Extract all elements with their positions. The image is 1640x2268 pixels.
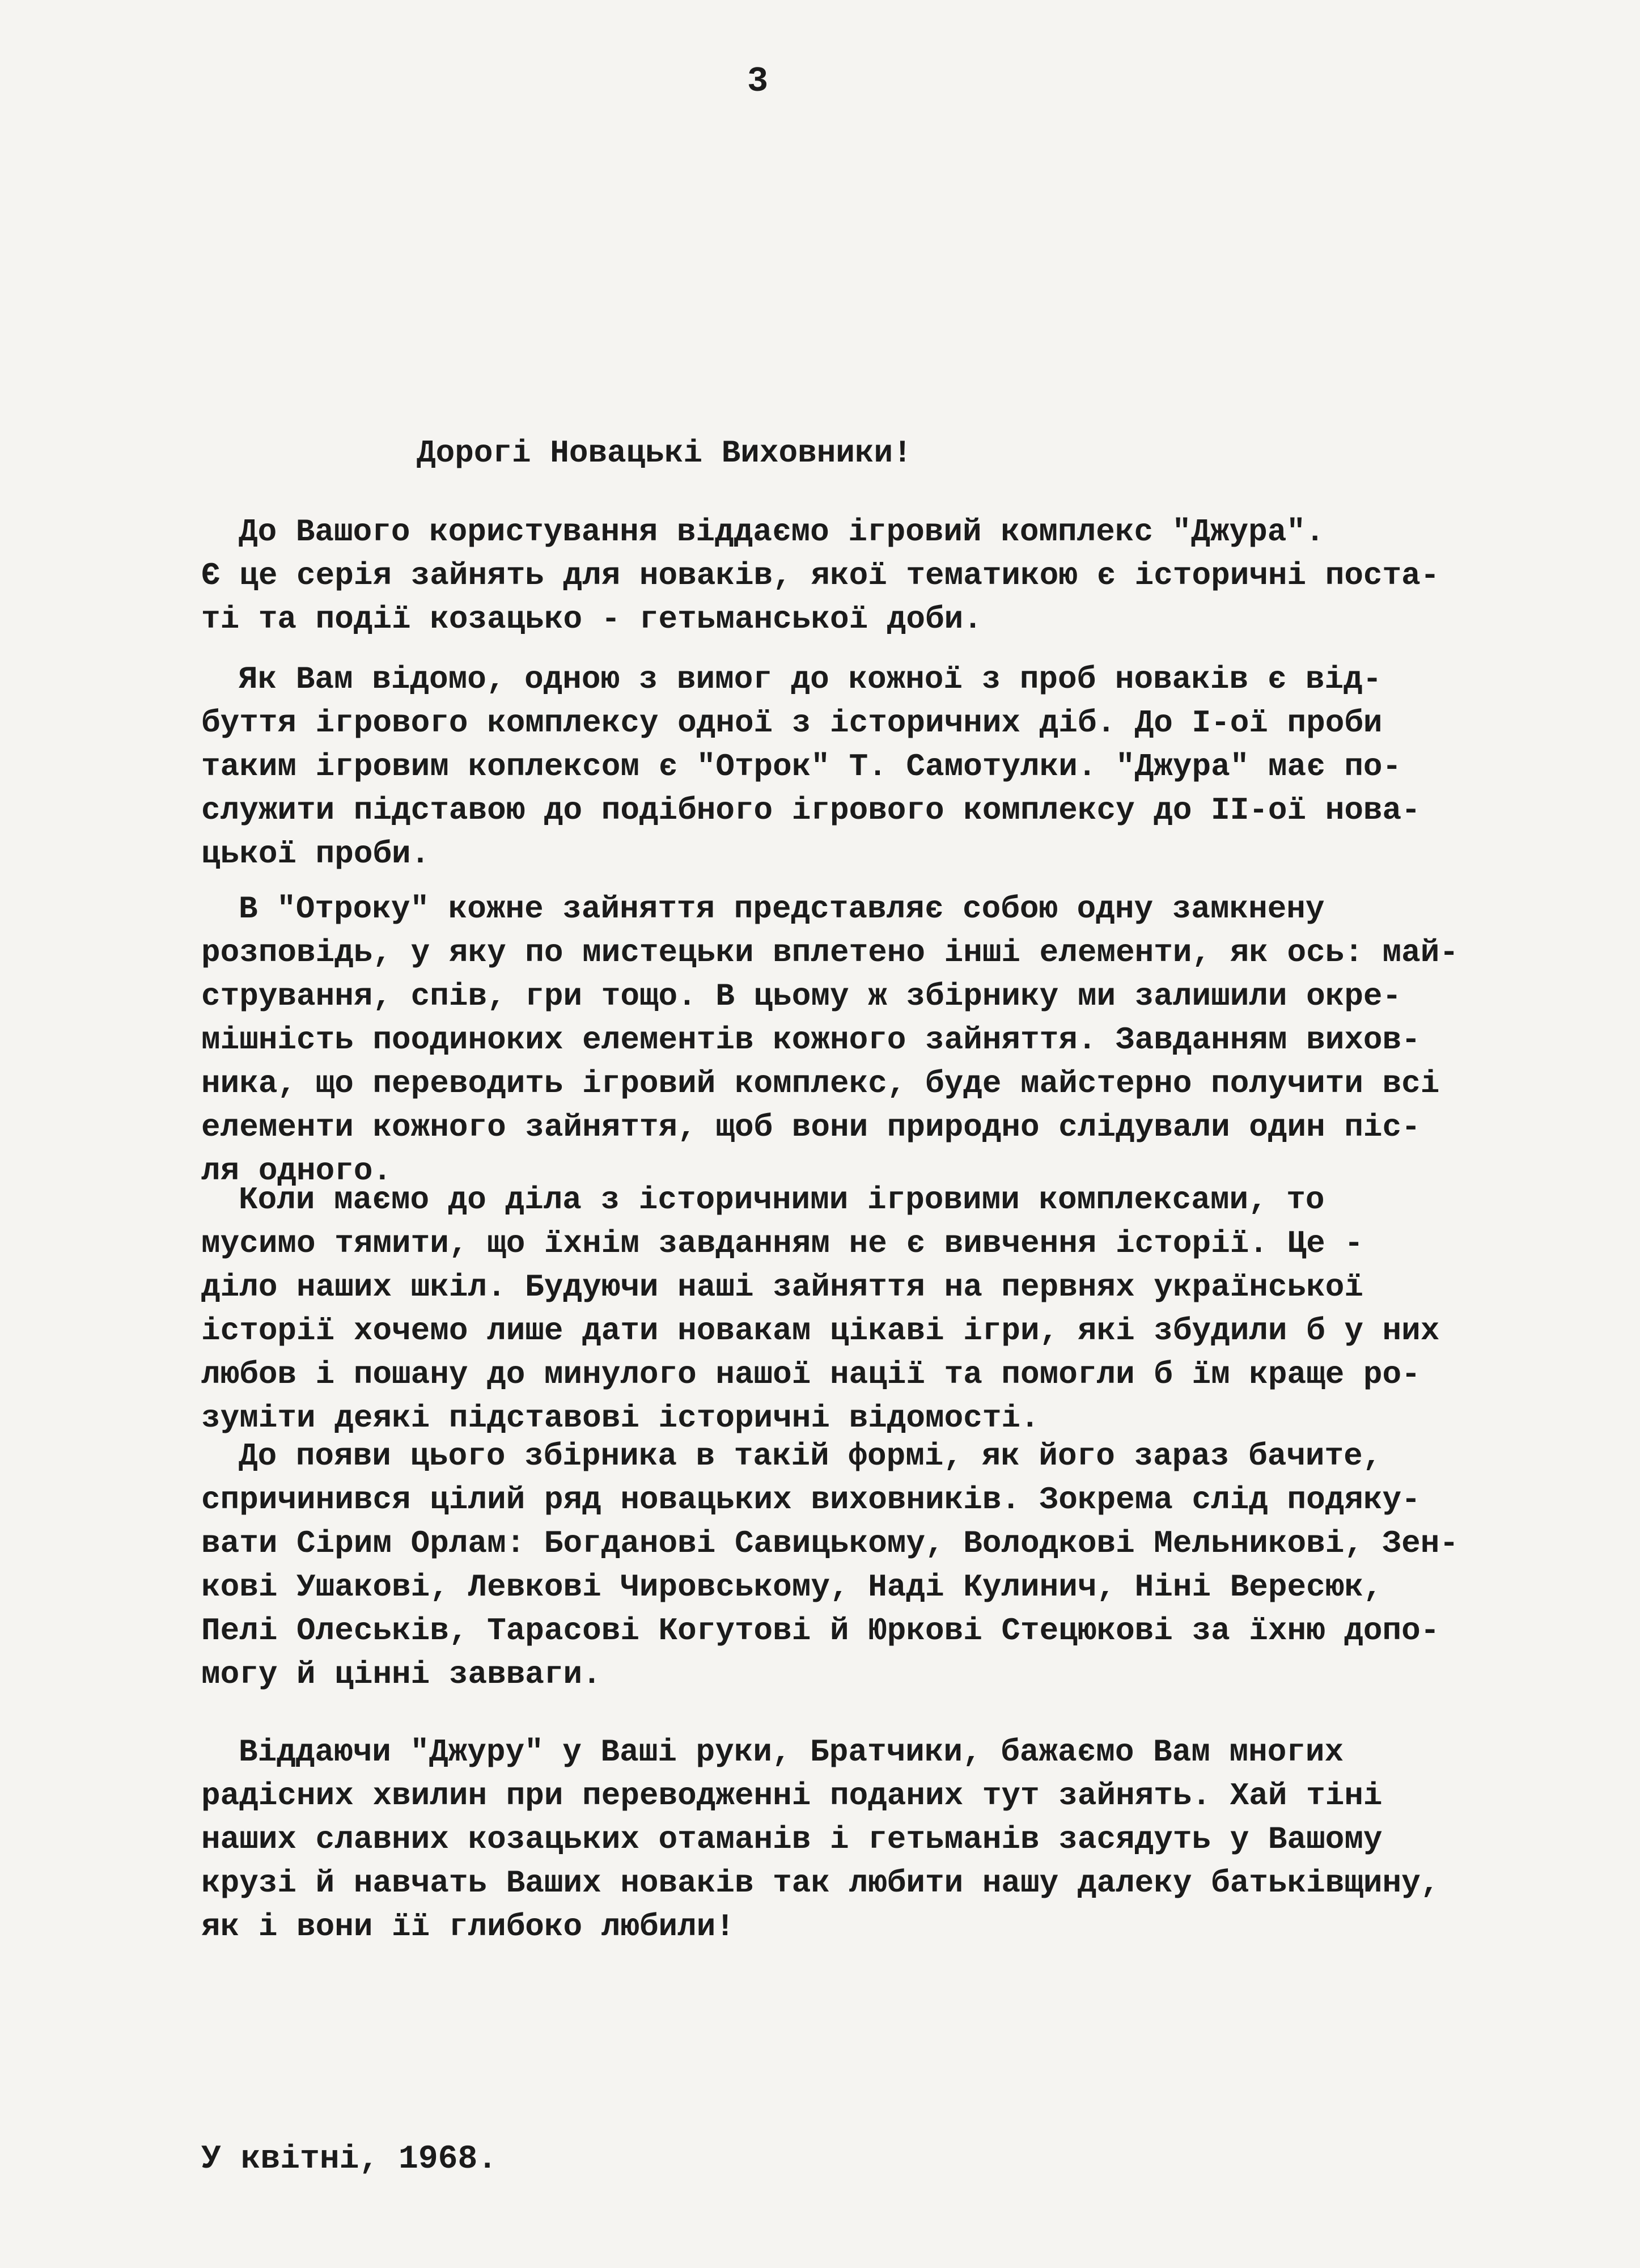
paragraph: [201, 1178, 1439, 1440]
paragraph: [201, 510, 1439, 641]
text-line: крузі й навчать Ваших новаків так любити нашу далеку батьківщину,: [201, 1865, 1440, 1901]
text-line: як і вони її глибоко любили!: [201, 1909, 735, 1945]
text-line: В "Отроку" кожне зайняття представляє собою одну замкнену: [239, 891, 1325, 927]
text-line: могу й цінні завваги.: [201, 1656, 601, 1692]
text-line: До Вашого користування віддаємо ігровий комплекс "Джура".: [239, 514, 1325, 550]
text-line: Пелі Олеськів, Тарасові Когутові й Юркові Стецюкові за їхню допо-: [201, 1613, 1440, 1649]
text-line: любов і пошану до минулого нашої нації та помогли б їм краще ро-: [201, 1356, 1421, 1393]
text-line: До появи цього збірника в такій формі, як його зараз бачите,: [239, 1438, 1382, 1474]
text-line: історії хочемо лише дати новакам цікаві ігри, які збудили б у них: [201, 1313, 1440, 1349]
page-number: 3: [747, 61, 769, 101]
paragraph: [201, 1730, 1439, 1949]
text-line: зуміти деякі підставові історичні відомості.: [201, 1400, 1040, 1436]
text-line: цької проби.: [201, 836, 430, 872]
paragraph: [201, 887, 1459, 1193]
text-line: ті та події козацько - гетьманської доби.: [201, 601, 982, 637]
text-line: Віддаючи "Джуру" у Ваші руки, Братчики, бажаємо Вам многих: [239, 1734, 1344, 1770]
text-line: ля одного.: [201, 1153, 392, 1189]
paragraph: [201, 1435, 1459, 1696]
text-line: мусимо тямити, що їхнім завданням не є вивчення історії. Це -: [201, 1225, 1363, 1262]
text-line: вати Сірим Орлам: Богданові Савицькому, Володкові Мельникові, Зен-: [201, 1525, 1459, 1562]
text-line: елементи кожного зайняття, щоб вони природно слідували один піс-: [201, 1109, 1421, 1145]
text-line: ника, що переводить ігровий комплекс, буде майстерно получити всі: [201, 1065, 1440, 1102]
text-line: наших славних козацьких отаманів і гетьманів засядуть у Вашому: [201, 1821, 1383, 1857]
text-line: Є це серія зайнять для новаків, якої тематикою є історичні поста-: [201, 557, 1440, 594]
text-line: розповідь, у яку по мистецьки вплетено інші елементи, як ось: май-: [201, 934, 1459, 971]
closing-date: У квітні, 1968.: [201, 2141, 498, 2178]
text-line: таким ігровим коплексом є "Отрок" Т. Самотулки. "Джура" має по-: [201, 748, 1402, 785]
text-line: радісних хвилин при переводженні поданих тут зайнять. Хай тіні: [201, 1778, 1383, 1814]
text-line: спричинився цілий ряд новацьких виховників. Зокрема слід подяку-: [201, 1482, 1421, 1518]
text-line: мішність поодиноких елементів кожного зайняття. Завданням вихов-: [201, 1022, 1421, 1058]
text-line: стрування, спів, гри тощо. В цьому ж збірнику ми залишили окре-: [201, 978, 1402, 1014]
text-line: Коли маємо до діла з історичними ігровими комплексами, то: [239, 1182, 1325, 1218]
paragraph: [201, 658, 1421, 876]
salutation: Дорогі Новацькі Виховники!: [417, 435, 912, 471]
text-line: буття ігрового комплексу одної з історичних діб. До I-ої проби: [201, 705, 1383, 741]
text-line: кові Ушакові, Левкові Чировському, Наді Кулинич, Ніні Вересюк,: [201, 1569, 1383, 1605]
text-line: діло наших шкіл. Будуючи наші зайняття на первнях української: [201, 1269, 1363, 1305]
text-line: служити підставою до подібного ігрового комплексу до II-ої нова-: [201, 792, 1421, 828]
text-line: Як Вам відомо, одною з вимог до кожної з проб новаків є від-: [239, 661, 1382, 697]
